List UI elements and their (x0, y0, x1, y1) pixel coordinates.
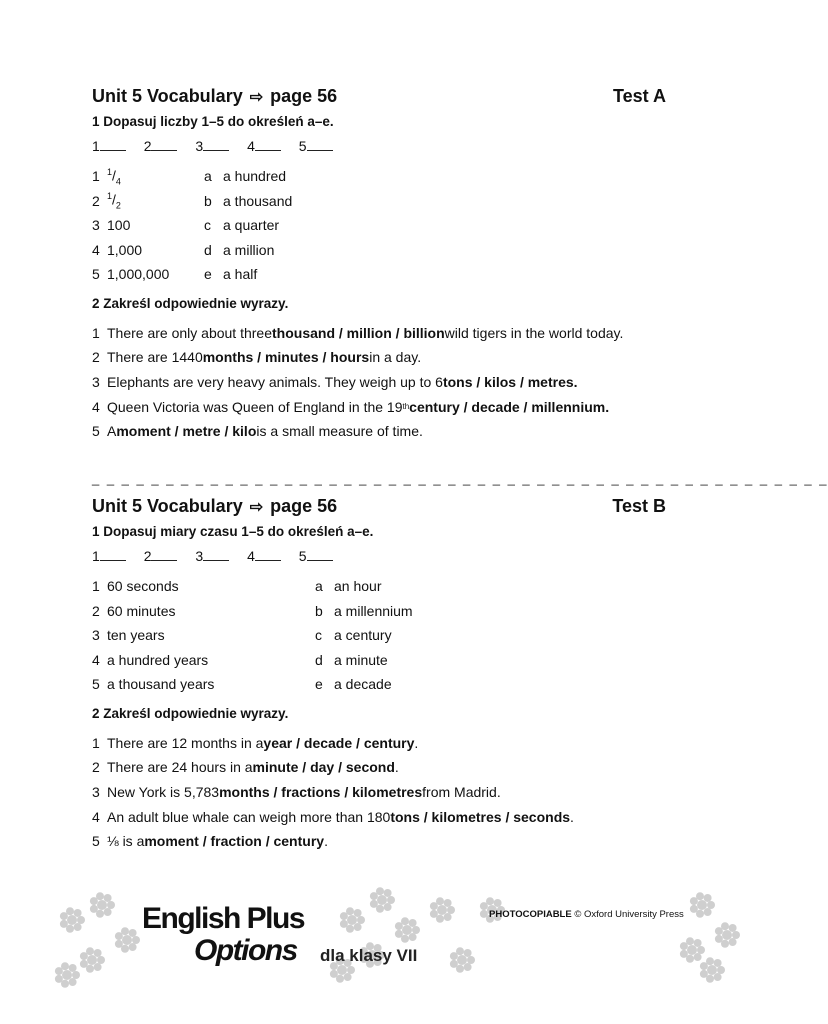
pattern-dot (409, 933, 417, 941)
pattern-dot (436, 897, 444, 905)
pattern-dot (704, 908, 712, 916)
pattern-dot (80, 960, 88, 968)
pattern-dot (94, 963, 102, 971)
page-ref: page 56 (270, 86, 338, 106)
pattern-dot (376, 887, 384, 895)
test-label: Test B (612, 496, 666, 516)
pattern-dot (706, 957, 714, 965)
pattern-dot (122, 935, 132, 945)
pattern-dot (694, 939, 702, 947)
pattern-dot (340, 920, 348, 928)
pattern-dot (412, 926, 420, 934)
match-row: 5 1,000,000 e a half (92, 266, 258, 283)
pattern-dot (96, 892, 104, 900)
pattern-dot (686, 937, 694, 945)
pattern-dot (346, 907, 354, 915)
pattern-dot (694, 953, 702, 961)
pattern-dot (107, 901, 115, 909)
pattern-dot (717, 966, 725, 974)
pattern-dot (714, 959, 722, 967)
pattern-dot (354, 909, 362, 917)
pattern-dot (129, 943, 137, 951)
pattern-dot (121, 927, 129, 935)
footer-banner (52, 880, 740, 992)
pattern-dot (90, 905, 98, 913)
pattern-dot (337, 965, 347, 975)
pattern-dot (430, 910, 438, 918)
pattern-dot (67, 915, 77, 925)
pattern-dot (444, 913, 452, 921)
test-b-title (92, 496, 337, 517)
pattern-dot (77, 916, 85, 924)
pattern-dot (104, 908, 112, 916)
answer-blank[interactable]: 1 (92, 138, 126, 154)
copyright-notice (489, 909, 684, 920)
answer-options[interactable]: century / decade / millennium. (409, 398, 610, 415)
answer-blank[interactable]: 2 (144, 138, 178, 154)
answer-blank[interactable]: 3 (195, 138, 229, 154)
pattern-dot (97, 900, 107, 910)
pattern-dot (330, 970, 338, 978)
pattern-dot (697, 900, 707, 910)
pattern-dot (464, 949, 472, 957)
pattern-dot (444, 899, 452, 907)
pattern-dot (480, 910, 488, 918)
pattern-dot (74, 923, 82, 931)
pattern-dot (714, 973, 722, 981)
exercise-2-instruction: 2 Zakreśl odpowiednie wyrazy. (92, 706, 289, 721)
sentence-row: 1 There are only about three thousand / million / billion wild tigers in the world today. (92, 324, 624, 341)
pattern-dot (696, 892, 704, 900)
match-row: 3 100 c a quarter (92, 217, 280, 234)
pattern-dot (494, 899, 502, 907)
pattern-dot (74, 909, 82, 917)
exercise-1-instruction: 1 Dopasuj miary czasu 1–5 do określeń a–e. (92, 524, 374, 539)
match-row: 5 a thousand years e a decade (92, 676, 392, 693)
pattern-dot (72, 971, 80, 979)
match-row: 1 60 seconds a an hour (92, 578, 382, 595)
pattern-dot (104, 894, 112, 902)
sentence-row: 5 A moment / metre / kilo is a small measure of time. (92, 423, 423, 440)
pattern-dot (370, 900, 378, 908)
pattern-dot (715, 935, 723, 943)
sentence-row: 4 Queen Victoria was Queen of England in the 19 th century / decade / millennium. (92, 398, 610, 415)
pattern-dot (347, 966, 355, 974)
copyright-text: © Oxford University Press (574, 909, 684, 920)
pattern-dot (680, 950, 688, 958)
sentence-row: 3 New York is 5,783 months / fractions / kilometres from Madrid. (92, 783, 501, 800)
pattern-dot (700, 970, 708, 978)
pattern-dot (401, 917, 409, 925)
pattern-dot (86, 947, 94, 955)
pattern-dot (486, 897, 494, 905)
logo-class-label: dla klasy VII (320, 946, 418, 965)
test-a-title (92, 86, 337, 107)
pattern-dot (115, 940, 123, 948)
pattern-dot (354, 923, 362, 931)
sentence-row: 2 There are 24 hours in a minute / day / second . (92, 759, 399, 776)
matching-list (92, 164, 666, 287)
pattern-dot (437, 905, 447, 915)
answer-options[interactable]: moment / metre / kilo (116, 423, 257, 440)
pattern-dot (384, 903, 392, 911)
pattern-dot (384, 889, 392, 897)
fraction-one-half: $^1/_2$ (107, 191, 121, 211)
answer-blank[interactable]: 5 (299, 138, 333, 154)
pattern-dot (387, 896, 395, 904)
matching-list (92, 574, 666, 697)
answer-blank[interactable]: 1 (92, 548, 126, 564)
pattern-dot (62, 970, 72, 980)
decorative-pattern (52, 880, 740, 992)
page-ref: page 56 (270, 496, 338, 516)
pattern-dot (377, 895, 387, 905)
right-arrow-icon: ⇨ (249, 499, 264, 516)
match-row: 4 1,000 d a million (92, 241, 275, 258)
answer-options[interactable]: thousand / million / billion (272, 324, 445, 341)
sentence-row: 2 There are 1440 months / minutes / hours in a day. (92, 349, 422, 366)
pattern-dot (409, 919, 417, 927)
answer-options[interactable]: tons / kilometres / seconds (390, 808, 571, 825)
pattern-dot (55, 975, 63, 983)
answer-options[interactable]: months / fractions / kilometres (219, 783, 423, 800)
pattern-dot (395, 930, 403, 938)
logo-options: Options (194, 934, 297, 967)
pattern-dot (344, 973, 352, 981)
answer-options[interactable]: year / decade / century (263, 734, 415, 751)
test-a-header (92, 86, 666, 110)
pattern-dot (357, 916, 365, 924)
pattern-dot (697, 946, 705, 954)
pattern-dot (729, 924, 737, 932)
answer-options[interactable]: months / minutes / hours (202, 349, 370, 366)
pattern-dot (450, 960, 458, 968)
logo-english-plus: English Plus (142, 902, 305, 935)
match-row: 1 $^1/_4$ a a hundred (92, 166, 287, 186)
sentence-list (92, 731, 666, 854)
match-row: 4 a hundred years d a minute (92, 651, 388, 668)
pattern-dot (690, 905, 698, 913)
pattern-dot (60, 920, 68, 928)
answer-options[interactable]: minute / day / second (252, 759, 395, 776)
pattern-dot (456, 947, 464, 955)
sentence-row: 5 ⅛ is a moment / fraction / century . (92, 833, 328, 850)
answer-options[interactable]: moment / fraction / century (144, 833, 325, 850)
cut-line-divider: _ _ _ _ _ _ _ _ _ _ _ _ _ _ _ _ _ _ _ _ _ _ _ _ _ _ _ _ _ _ _ _ _ _ _ _ _ _ _ _ _ _ _ _ _ _ _ _ _ _ (92, 471, 828, 486)
pattern-dot (467, 956, 475, 964)
right-arrow-icon: ⇨ (249, 89, 264, 106)
pattern-dot (69, 964, 77, 972)
pattern-dot (69, 978, 77, 986)
photocopiable-label: PHOTOCOPIABLE (489, 909, 572, 920)
match-row: 2 $^1/_2$ b a thousand (92, 191, 293, 211)
pattern-dot (347, 915, 357, 925)
pattern-dot (707, 965, 717, 975)
exercise-2-instruction: 2 Zakreśl odpowiednie wyrazy. (92, 296, 289, 311)
pattern-dot (457, 955, 467, 965)
pattern-dot (687, 945, 697, 955)
pattern-dot (704, 894, 712, 902)
pattern-dot (132, 936, 140, 944)
answer-blank[interactable]: 4 (247, 138, 281, 154)
unit-title: Unit 5 Vocabulary (92, 496, 243, 516)
test-a-section (92, 86, 666, 443)
answer-blank[interactable]: 4 (247, 548, 281, 564)
pattern-dot (464, 963, 472, 971)
test-label: Test A (612, 86, 666, 106)
test-b-header (92, 496, 666, 520)
match-row: 3 ten years c a century (92, 627, 392, 644)
exercise-1-instruction: 1 Dopasuj liczby 1–5 do określeń a–e. (92, 114, 334, 129)
pattern-dot (722, 930, 732, 940)
pattern-dot (732, 931, 740, 939)
match-row: 2 60 minutes b a millennium (92, 602, 413, 619)
pattern-dot (87, 955, 97, 965)
sentence-row: 4 An adult blue whale can weigh more than 180 tons / kilometres / seconds . (92, 808, 574, 825)
answer-blanks (92, 138, 666, 158)
answer-blank[interactable]: 2 (144, 548, 178, 564)
answer-blank[interactable]: 5 (299, 548, 333, 564)
pattern-dot (707, 901, 715, 909)
pattern-dot (447, 906, 455, 914)
fraction-one-quarter: $^1/_4$ (107, 166, 121, 186)
sentence-row: 3 Elephants are very heavy animals. They weigh up to 6 tons / kilos / metres. (92, 373, 578, 390)
pattern-dot (129, 929, 137, 937)
pattern-dot (61, 962, 69, 970)
pattern-dot (721, 922, 729, 930)
test-b-section (92, 496, 666, 853)
sentence-row: 1 There are 12 months in a year / decade / century . (92, 734, 419, 751)
answer-options[interactable]: tons / kilos / metres. (442, 373, 578, 390)
pattern-dot (402, 925, 412, 935)
pattern-dot (729, 938, 737, 946)
answer-blank[interactable]: 3 (195, 548, 229, 564)
pattern-dot (66, 907, 74, 915)
pattern-dot (94, 949, 102, 957)
answer-blanks (92, 548, 666, 568)
pattern-dot (97, 956, 105, 964)
sentence-list (92, 321, 666, 444)
unit-title: Unit 5 Vocabulary (92, 86, 243, 106)
